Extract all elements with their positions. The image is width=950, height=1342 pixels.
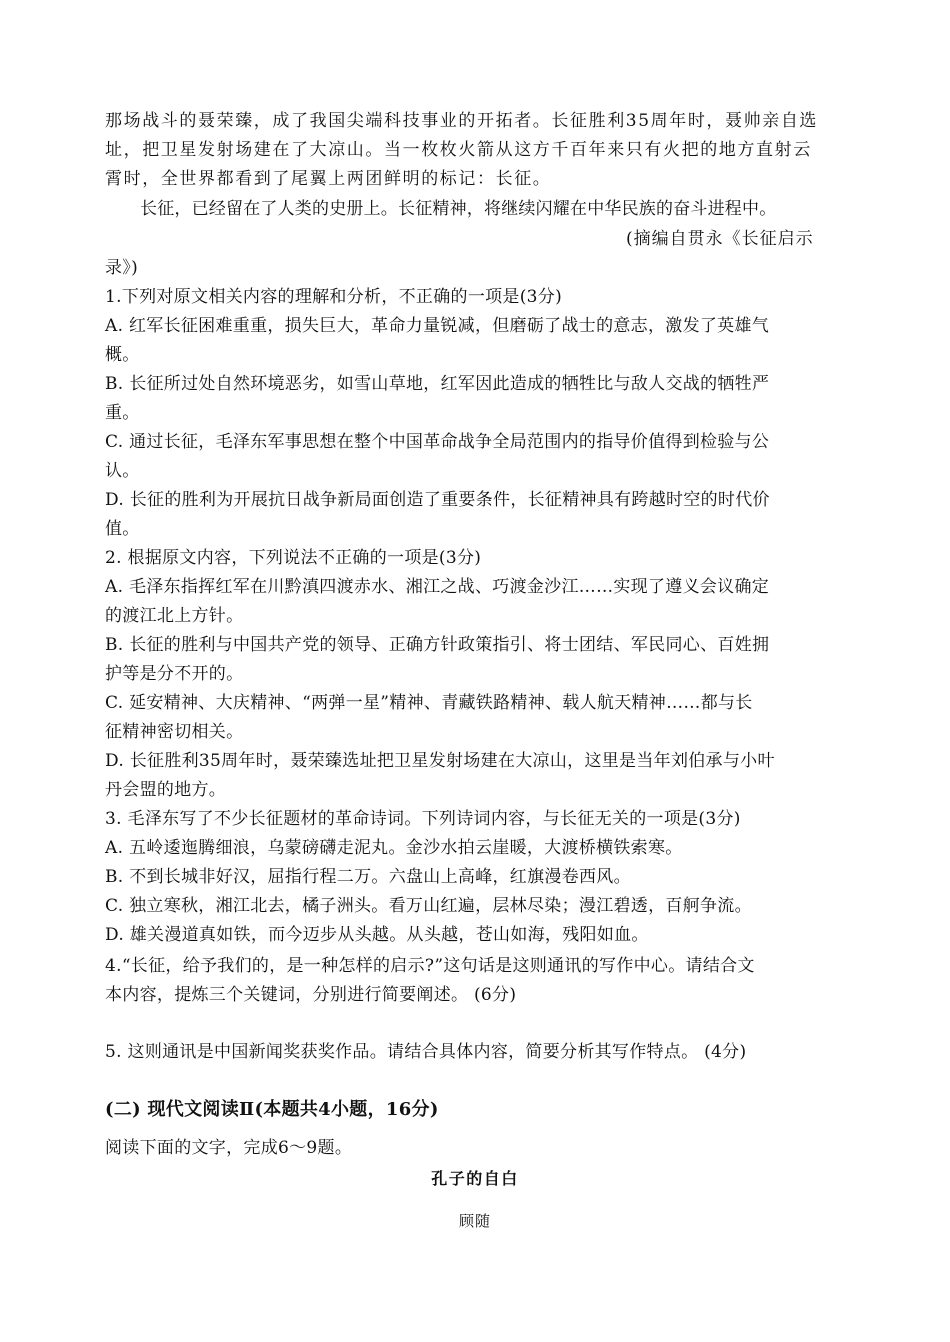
- question-2-option-c-cont: 征精神密切相关。: [105, 722, 244, 742]
- question-2-option-b-cont: 护等是分不开的。: [105, 664, 244, 684]
- section-instruction: 阅读下面的文字，完成6～9题。: [105, 1138, 353, 1158]
- section-heading: (二) 现代文阅读Ⅱ(本题共4小题，16分): [105, 1099, 439, 1120]
- question-2-option-b: B. 长征的胜利与中国共产党的领导、正确方针政策指引、将士团结、军民同心、百姓拥: [105, 635, 770, 655]
- question-3-option-a: A. 五岭逶迤腾细浪，乌蒙磅礴走泥丸。金沙水拍云崖暖，大渡桥横铁索寒。: [105, 838, 683, 858]
- question-3-option-b: B. 不到长城非好汉，屈指行程二万。六盘山上高峰，红旗漫卷西风。: [105, 867, 631, 887]
- question-1-stem: 1.下列对原文相关内容的理解和分析，不正确的一项是(3分): [105, 287, 562, 307]
- question-2-option-d-cont: 丹会盟的地方。: [105, 780, 227, 800]
- question-2-option-c: C. 延安精神、大庆精神、“两弹一星”精神、青藏铁路精神、载人航天精神……都与长: [105, 693, 753, 713]
- question-1-option-a: A. 红军长征困难重重，损失巨大，革命力量锐减，但磨砺了战士的意志，激发了英雄气: [105, 316, 770, 336]
- question-4-stem-cont: 本内容，提炼三个关键词，分别进行简要阐述。 (6分): [105, 985, 517, 1005]
- source-citation-cont: 录》): [105, 258, 139, 278]
- passage-line: 那场战斗的聂荣臻，成了我国尖端科技事业的开拓者。长征胜利35周年时，聂帅亲自选: [105, 111, 819, 131]
- question-1-option-b: B. 长征所过处自然环境恶劣，如雪山草地，红军因此造成的牺牲比与敌人交战的牺牲严: [105, 374, 770, 394]
- passage-line: 霄时，全世界都看到了尾翼上两团鲜明的标记：长征。: [105, 169, 552, 189]
- question-1-option-c-cont: 认。: [105, 461, 140, 481]
- question-3-stem: 3. 毛泽东写了不少长征题材的革命诗词。下列诗词内容，与长征无关的一项是(3分): [105, 809, 741, 829]
- question-2-option-d: D. 长征胜利35周年时，聂荣臻选址把卫星发射场建在大凉山，这里是当年刘伯承与小叶: [105, 751, 775, 771]
- article-author: 顾随: [458, 1212, 491, 1230]
- passage-closing: 长征，已经留在了人类的史册上。长征精神，将继续闪耀在中华民族的奋斗进程中。: [140, 199, 777, 219]
- question-2-option-a-cont: 的渡江北上方针。: [105, 606, 244, 626]
- question-2-stem: 2. 根据原文内容，下列说法不正确的一项是(3分): [105, 548, 482, 568]
- question-1-option-b-cont: 重。: [105, 403, 140, 423]
- question-1-option-c: C. 通过长征，毛泽东军事思想在整个中国革命战争全局范围内的指导价值得到检验与公: [105, 432, 770, 452]
- question-1-option-d-cont: 值。: [105, 519, 140, 539]
- passage-line: 址，把卫星发射场建在了大凉山。当一枚枚火箭从这方千百年来只有火把的地方直射云: [105, 140, 812, 160]
- question-3-option-d: D. 雄关漫道真如铁，而今迈步从头越。从头越，苍山如海，残阳如血。: [105, 925, 649, 945]
- question-5-stem: 5. 这则通讯是中国新闻奖获奖作品。请结合具体内容，简要分析其写作特点。 (4分): [105, 1042, 747, 1062]
- question-2-option-a: A. 毛泽东指挥红军在川黔滇四渡赤水、湘江之战、巧渡金沙江……实现了遵义会议确定: [105, 577, 770, 597]
- question-1-option-d: D. 长征的胜利为开展抗日战争新局面创造了重要条件，长征精神具有跨越时空的时代价: [105, 490, 770, 510]
- question-3-option-c: C. 独立寒秋，湘江北去，橘子洲头。看万山红遍，层林尽染；漫江碧透，百舸争流。: [105, 896, 752, 916]
- question-1-option-a-cont: 概。: [105, 345, 140, 365]
- question-4-stem: 4.“长征，给予我们的，是一种怎样的启示?”这句话是这则通讯的写作中心。请结合文: [105, 956, 755, 976]
- source-citation: (摘编自贯永《长征启示: [626, 229, 814, 249]
- article-title: 孔子的自白: [431, 1169, 519, 1188]
